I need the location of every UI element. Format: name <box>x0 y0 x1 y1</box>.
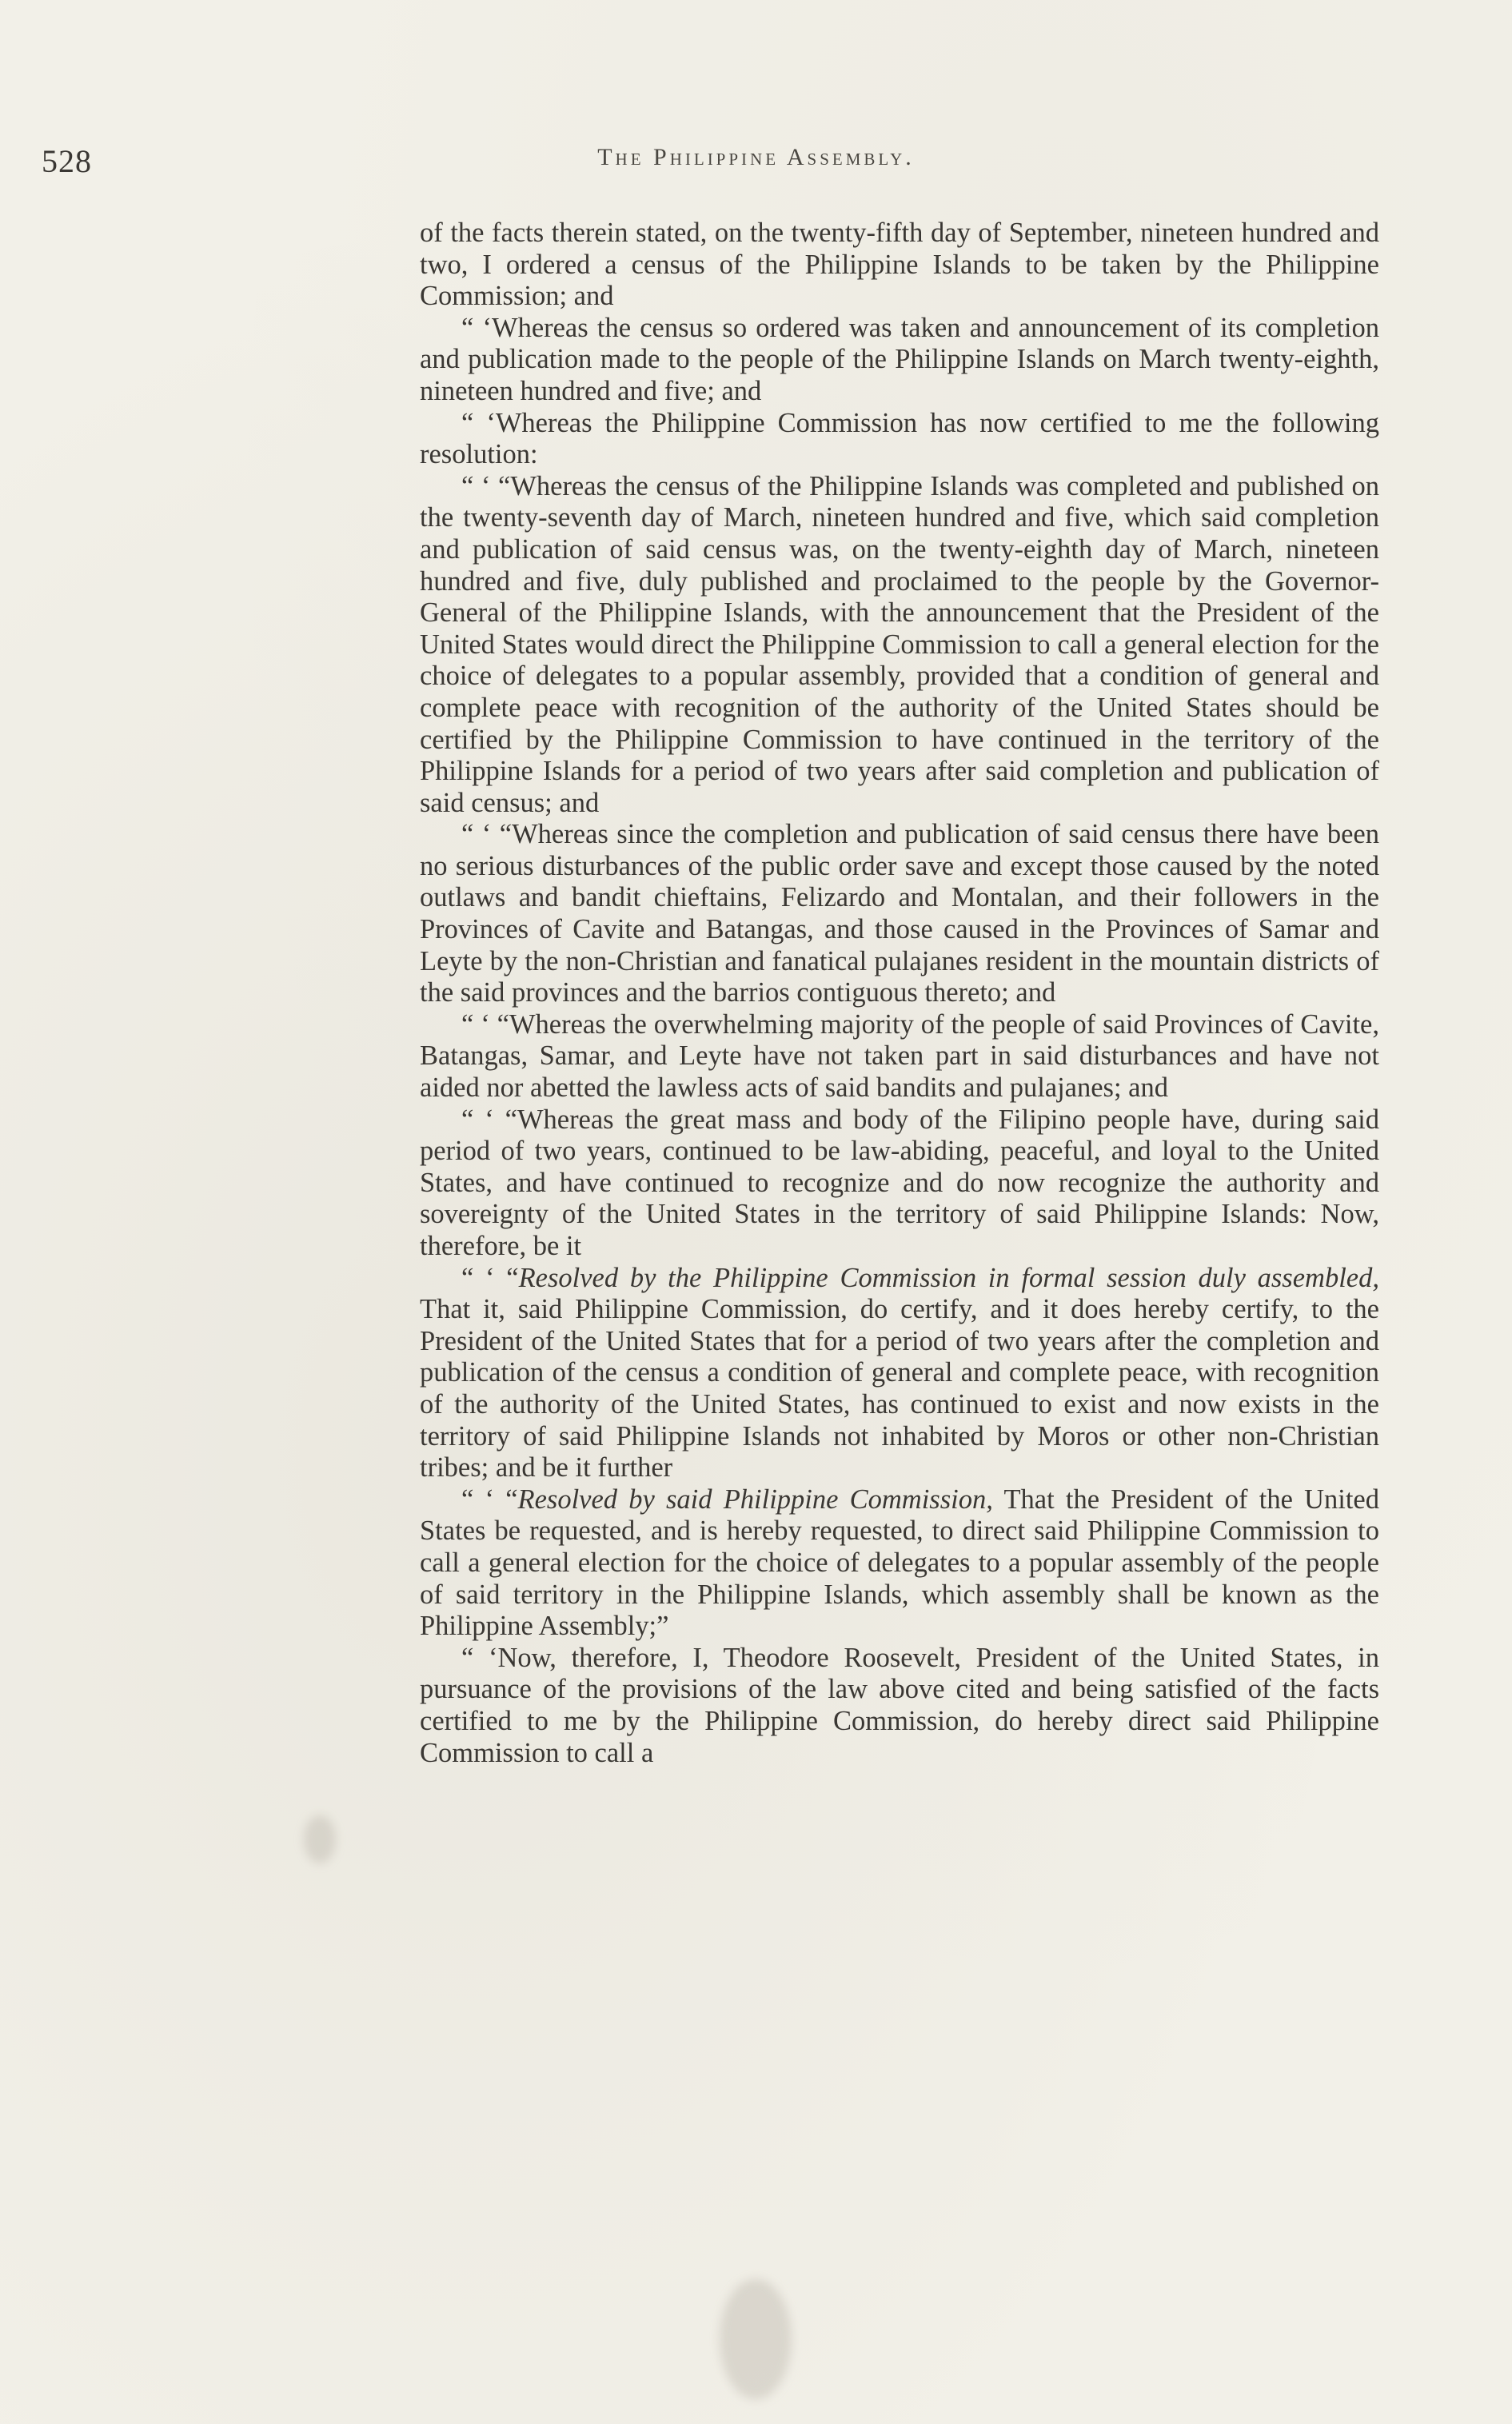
page-number: 528 <box>42 143 92 179</box>
page-smudge <box>304 1815 336 1863</box>
paragraph: “ ‘Whereas the census so ordered was taken and announcement of its completion and publication made to the people of the Philippine Islands on March twenty-eighth, nineteen hundred and five; and <box>420 312 1379 406</box>
paragraph-rest: That it, said Philippine Commission, do certify, and it does hereby certify, to the President of the United States that for a period of two years after the completion and publication of the census a condition of general and complete peace, with recognition of the authority of the United States, has continued to exist and now exists in the territory of said Philippine Islands not inhabited by Moros or other non-Christian tribes; and be it further <box>420 1294 1379 1484</box>
italic-resolved: Resolved by the Philippine Commission in formal session duly assembled, <box>518 1262 1379 1293</box>
page-smudge <box>720 2279 792 2399</box>
running-title: The Philippine Assembly. <box>597 144 915 170</box>
paragraph-rest: That the President of the United States be requested, and is hereby requested, to direct said Philippine Commission to call a general election for the choice of delegates to a popular assembly of the people of said territory in the Philippine Islands, which assembly shall be known as the Philippine Assembly;” <box>420 1484 1379 1642</box>
paragraph: “ ‘ “Whereas the overwhelming majority of the people of said Provinces of Cavite, Batangas, Samar, and Leyte have not taken part in said disturbances and have not aided nor abetted the lawless acts of said bandits and pulajanes; and <box>420 1008 1379 1104</box>
body-text <box>420 218 1379 1769</box>
paragraph: “ ‘Now, therefore, I, Theodore Roosevelt, President of the United States, in pursuance of the provisions of the law above cited and being satisfied of the facts certified to me by the Philippine Commission, do hereby direct said Philippine Commission to call a <box>420 1642 1379 1768</box>
paragraph: “ ‘ “Whereas the great mass and body of the Filipino people have, during said period of two years, continued to be law-abiding, peaceful, and loyal to the United States, and have continued to recognize and do now recognize the authority and sovereignty of the United States in the territory of said Philippine Islands: Now, therefore, be it <box>420 1104 1379 1261</box>
quote-prefix: “ ‘ “ <box>461 1484 518 1515</box>
quote-prefix: “ ‘ “ <box>461 1262 519 1293</box>
italic-resolved: Resolved by said Philippine Commission, <box>517 1484 993 1515</box>
paragraph: “ ‘ “Whereas since the completion and publication of said census there have been no serious disturbances of the public order save and except those caused by the noted outlaws and bandit chieftains, Felizardo and Montalan, and their followers in the Provinces of Cavite and Batangas, and those caused in the Provinces of Samar and Leyte by the non-Christian and fanatical pulajanes resident in the mountain districts of the said provinces and the barrios contiguous thereto; and <box>420 819 1379 1008</box>
paragraph-resolution-1 <box>420 1263 1379 1484</box>
paragraph-resolution-2 <box>420 1484 1379 1643</box>
paragraph: “ ‘Whereas the Philippine Commission has now certified to me the following resolution: <box>420 407 1379 470</box>
paragraph: “ ‘ “Whereas the census of the Philippine Islands was completed and published on the twenty-seventh day of March, nineteen hundred and five, which said completion and publication of said census was, on the twenty-eighth day of March, nineteen hundred and five, duly published and proclaimed to the people by the Governor-General of the Philippine Islands, with the announcement that the President of the United States would direct the Philippine Commission to call a general election for the choice of delegates to a popular assembly, provided that a condition of general and complete peace with recognition of the authority of the United States should be certified by the Philippine Commission to have continued in the territory of the Philippine Islands for a period of two years after said completion and publication of said census; and <box>420 470 1379 818</box>
paragraph: of the facts therein stated, on the twenty-fifth day of September, nineteen hundred and two, I ordered a census of the Philippine Islands to be taken by the Philippine Commission; and <box>420 218 1379 312</box>
